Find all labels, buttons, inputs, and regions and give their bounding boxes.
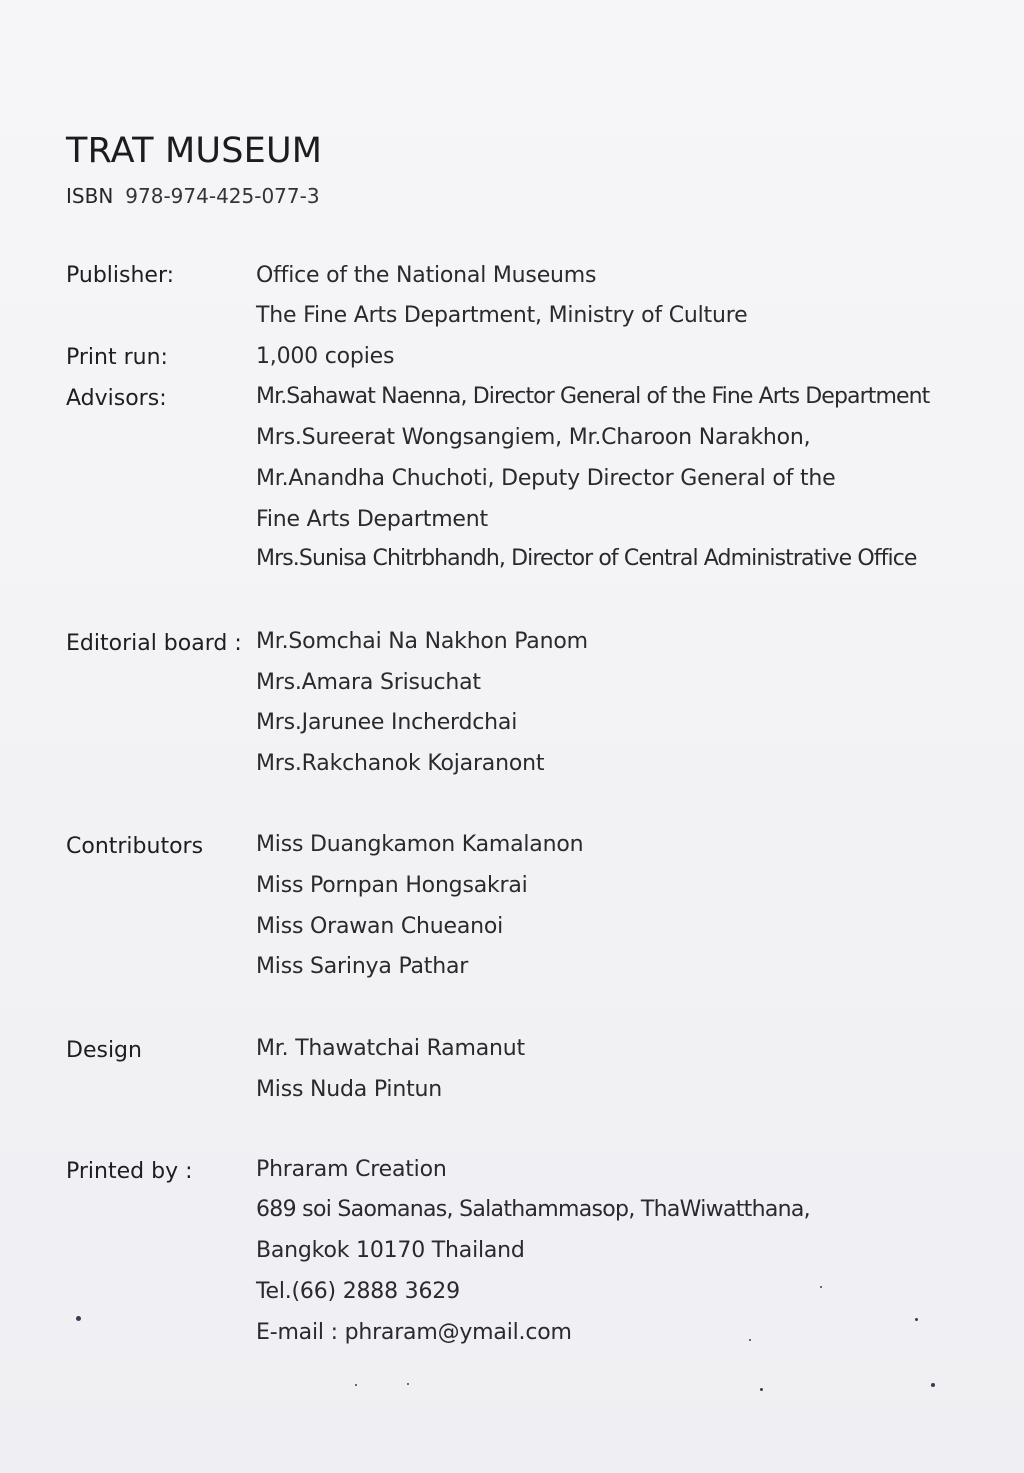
designer: Miss Nuda Pintun	[256, 1077, 443, 1102]
contributor: Miss Pornpan Hongsakrai	[256, 873, 528, 898]
editorial-board-member: Mrs.Amara Srisuchat	[256, 670, 481, 695]
scan-speck	[820, 1286, 822, 1288]
printer-address: 689 soi Saomanas, Salathammasop, ThaWiwatthana,	[256, 1197, 810, 1222]
printer-name: Phraram Creation	[256, 1157, 447, 1182]
scan-speck	[931, 1383, 935, 1387]
contributor: Miss Orawan Chueanoi	[256, 914, 504, 939]
contributor: Miss Duangkamon Kamalanon	[256, 832, 584, 857]
scan-speck	[749, 1339, 751, 1341]
contributors-label: Contributors	[66, 834, 204, 859]
design-label: Design	[66, 1038, 142, 1063]
editorial-board-label: Editorial board :	[66, 631, 242, 656]
scan-speck	[407, 1383, 409, 1385]
scan-speck	[760, 1388, 763, 1391]
publisher-label: Publisher:	[66, 263, 175, 288]
print-run-value: 1,000 copies	[256, 344, 395, 369]
advisor-line: Mr.Anandha Chuchoti, Deputy Director General of the	[256, 466, 836, 491]
print-run-label: Print run:	[66, 345, 168, 370]
scan-speck	[76, 1316, 81, 1321]
isbn-value: 978-974-425-077-3	[125, 184, 320, 208]
scan-speck	[355, 1384, 357, 1386]
printer-email: E-mail : phraram@ymail.com	[256, 1320, 572, 1345]
advisor-line: Mr.Sahawat Naenna, Director General of the Fine Arts Department	[256, 384, 930, 409]
isbn-label: ISBN	[66, 184, 114, 208]
printer-city: Bangkok 10170 Thailand	[256, 1238, 525, 1263]
advisor-line: Fine Arts Department	[256, 507, 488, 532]
scan-speck	[915, 1318, 918, 1321]
advisor-line: Mrs.Sunisa Chitrbhandh, Director of Central Administrative Office	[256, 546, 917, 571]
advisor-line: Mrs.Sureerat Wongsangiem, Mr.Charoon Narakhon,	[256, 425, 811, 450]
editorial-board-member: Mrs.Jarunee Incherdchai	[256, 710, 518, 735]
publisher-line: Office of the National Museums	[256, 263, 597, 288]
document-title: TRAT MUSEUM	[66, 131, 323, 171]
printer-phone: Tel.(66) 2888 3629	[256, 1279, 460, 1304]
printed-by-label: Printed by :	[66, 1159, 193, 1184]
contributor: Miss Sarinya Pathar	[256, 954, 469, 979]
publisher-line: The Fine Arts Department, Ministry of Culture	[256, 303, 748, 328]
editorial-board-member: Mr.Somchai Na Nakhon Panom	[256, 629, 588, 654]
editorial-board-member: Mrs.Rakchanok Kojaranont	[256, 751, 545, 776]
isbn-line	[66, 184, 320, 208]
advisors-label: Advisors:	[66, 386, 167, 411]
designer: Mr. Thawatchai Ramanut	[256, 1036, 525, 1061]
